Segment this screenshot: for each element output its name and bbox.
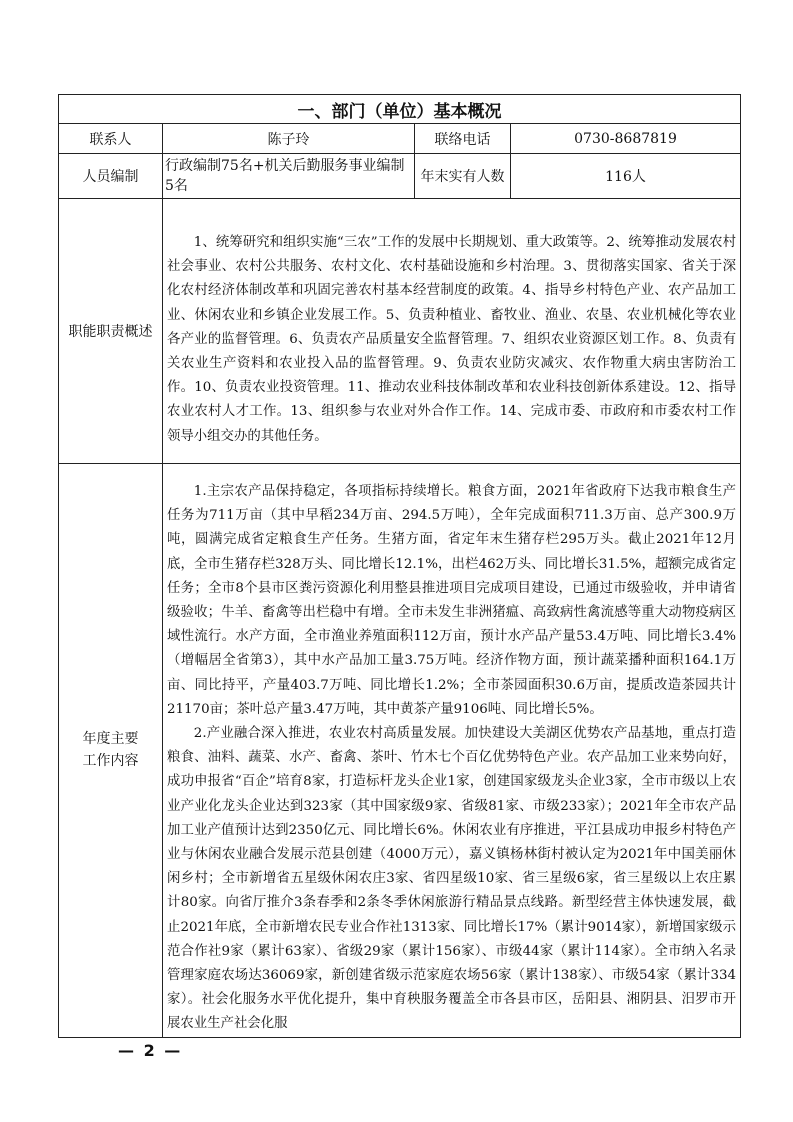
table-title: 一、部门（单位）基本概况 — [59, 95, 741, 124]
work-paragraph-1: 1.主宗农产品保持稳定，各项指标持续增长。粮食方面，2021年省政府下达我市粮食生产任务为711万亩（其中早稻234万亩、294.5万吨），全年完成面积711.3万亩、总产300.9万吨，圆满完成省定粮食生产任务。生猪方面，省定年末生猪存栏295万头。截止2021年12月底，全市生猪存栏328万头、同比增长12.1%，出栏462万头、同比增长31.5%，超额完成省定任务；全市8个县市区粪污资源化利用整县推进项目完成项目建设，已通过市级验收，并申请省级验收；牛羊、畜禽等出栏稳中有增。全市未发生非洲猪瘟、高致病性禽流感等重大动物疫病区域性流行。水产方面，全市渔业养殖面积112万亩，预计水产品产量53.4万吨、同比增长3.4%（增幅居全省第3），其中水产品加工量3.75万吨。经济作物方面，预计蔬菜播种面积164.1万亩、同比持平，产量403.7万吨、同比增长1.2%；全市茶园面积30.6万亩，提质改造茶园共计21170亩；茶叶总产量3.47万吨，其中黄茶产量9106吨、同比增长5%。 — [167, 484, 736, 717]
contact-label: 联系人 — [59, 124, 163, 154]
actual-count-label: 年末实有人数 — [415, 154, 511, 199]
duties-cell — [163, 199, 741, 464]
duties-label: 职能职责概述 — [59, 199, 163, 464]
staff-label: 人员编制 — [59, 154, 163, 199]
contact-value: 陈子玲 — [163, 124, 415, 154]
work-label-text: 年度主要工作内容 — [82, 731, 139, 770]
staff-value: 行政编制75名+机关后勤服务事业编制5名 — [163, 154, 415, 199]
actual-count-value: 116人 — [511, 154, 741, 199]
basic-info-table — [58, 94, 741, 1038]
page-number: — 2 — — [118, 1041, 183, 1060]
phone-value: 0730-8687819 — [511, 124, 741, 154]
work-paragraph-2: 2.产业融合深入推进，农业农村高质量发展。加快建设大美湖区优势农产品基地，重点打造粮食、油料、蔬菜、水产、畜禽、茶叶、竹木七个百亿优势特色产业。农产品加工业来势向好，成功申报省“百企”培育8家，打造标杆龙头企业1家，创建国家级龙头企业3家，全市市级以上农业产业化龙头企业达到323家（其中国家级9家、省级81家、市级233家）；2021年全市农产品加工业产值预计达到2350亿元、同比增长6%。休闲农业有序推进，平江县成功申报乡村特色产业与休闲农业融合发展示范县创建（4000万元），嘉义镇杨林街村被认定为2021年中国美丽休闲乡村；全市新增省五星级休闲农庄3家、省四星级10家、省三星级6家，省三星级以上农庄累计80家。向省厅推介3条春季和2条冬季休闲旅游行精品景点线路。新型经营主体快速发展，截止2021年底，全市新增农民专业合作社1313家、同比增长17%（累计9014家），新增国家级示范合作社9家（累计63家）、省级29家（累计156家）、市级44家（累计114家）。全市纳入名录管理家庭农场达36069家，新创建省级示范家庭农场56家（累计138家）、市级54家（累计334家）。社会化服务水平优化提升，集中育秧服务覆盖全市各县市区，岳阳县、湘阴县、汨罗市开展农业生产社会化服 — [167, 726, 736, 1032]
phone-label: 联络电话 — [415, 124, 511, 154]
work-cell — [163, 464, 741, 1038]
duties-text: 1、统筹研究和组织实施“三农”工作的发展中长期规划、重大政策等。2、统筹推动发展农村社会事业、农村公共服务、农村文化、农村基础设施和乡村治理。3、贯彻落实国家、省关于深化农村经济体制改革和巩固完善农村基本经营制度的政策。4、指导乡村特色产业、农产品加工业、休闲农业和乡镇企业发展工作。5、负责种植业、畜牧业、渔业、农垦、农业机械化等农业各产业的监督管理。6、负责农产品质量安全监督管理。7、组织农业资源区划工作。8、负责有关农业生产资料和农业投入品的监督管理。9、负责农业防灾减灾、农作物重大病虫害防治工作。10、负责农业投资管理。11、推动农业科技体制改革和农业科技创新体系建设。12、指导农业农村人才工作。13、组织参与农业对外合作工作。14、完成市委、市政府和市委农村工作领导小组交办的其他任务。 — [167, 235, 736, 444]
work-label — [59, 464, 163, 1038]
